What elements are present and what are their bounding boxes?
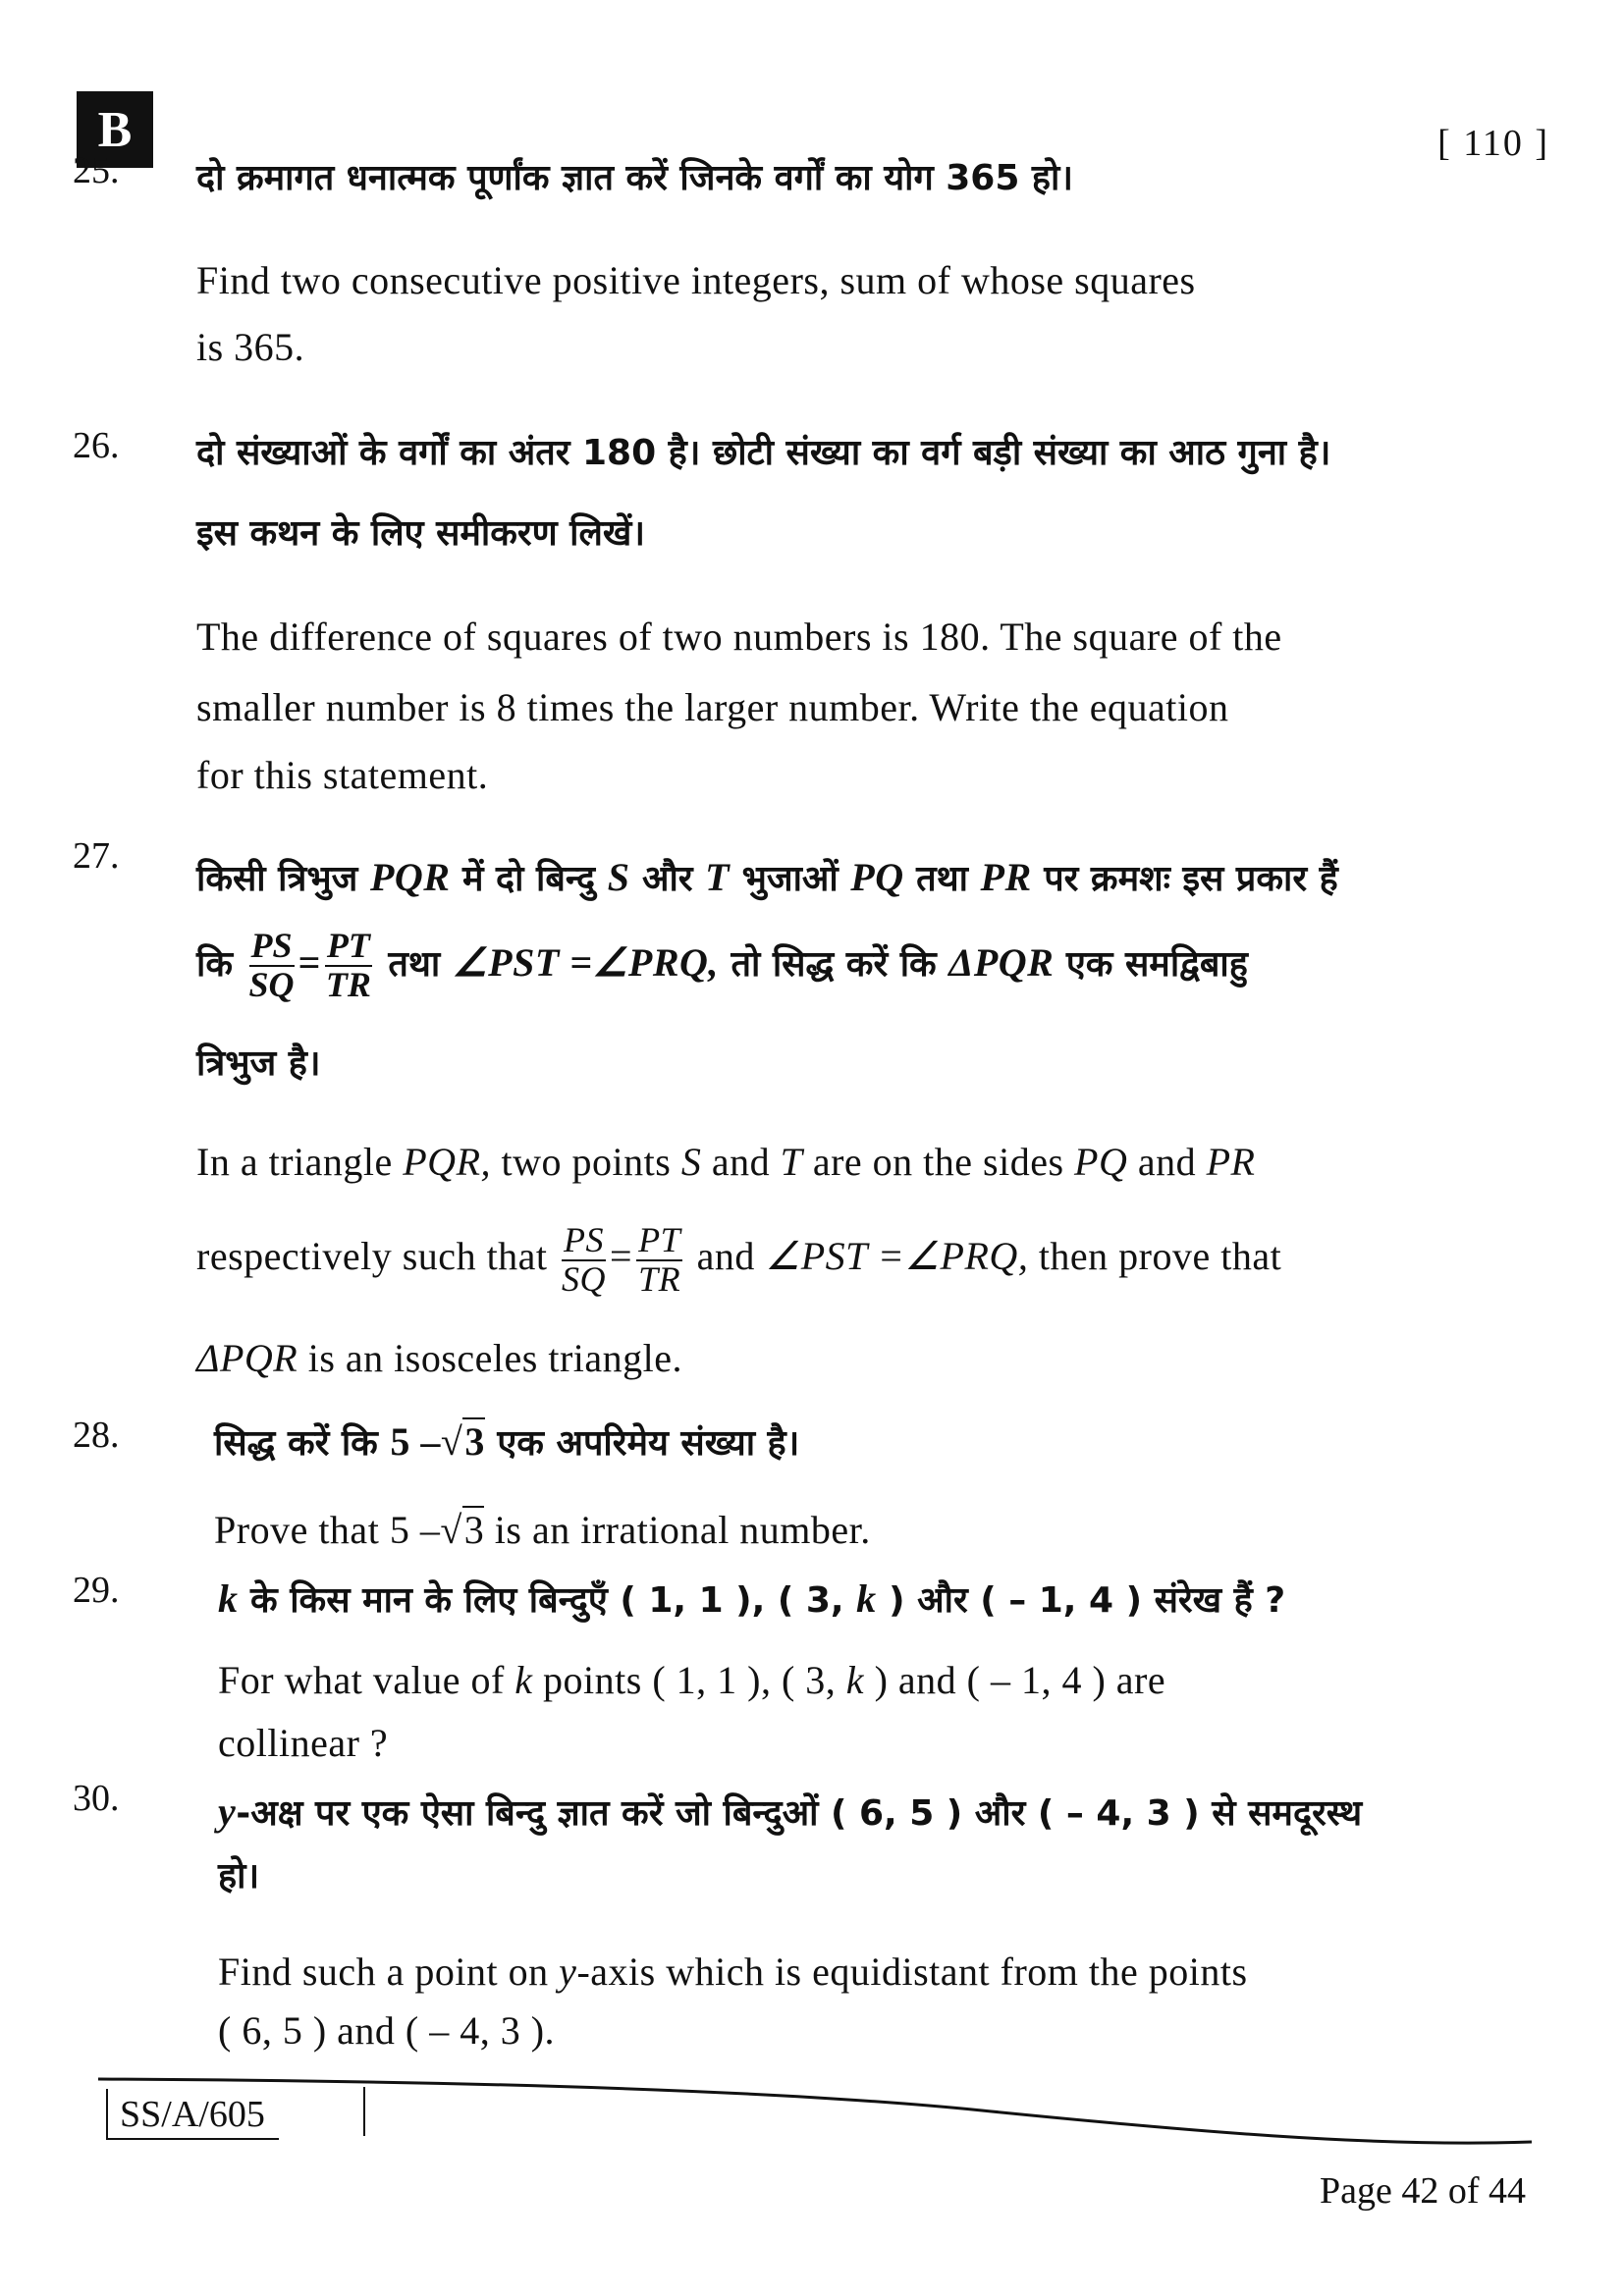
question-text-hindi: इस कथन के लिए समीकरण लिखें। <box>196 513 646 554</box>
question-text-hindi: दो संख्याओं के वर्गों का अंतर 180 है। छोटी संख्या का वर्ग बड़ी संख्या का आठ गुना है। <box>196 433 1331 473</box>
question-text-hindi: कि $\frac{PS}{SQ}$ = $\frac{PT}{TR}$ तथा ∠PST =∠PRQ, तो सिद्ध करें कि ΔPQR एक समद्विबाहु <box>196 926 1248 1004</box>
question-number: 25. <box>73 150 120 191</box>
fraction-ps-sq: $\frac{PS}{SQ}$ <box>248 926 295 1004</box>
question-text-english: In a triangle PQR, two points S and T are on the sides PQ and PR <box>196 1140 1256 1184</box>
footer-rule <box>98 2071 1532 2150</box>
question-text-english: ( 6, 5 ) and ( – 4, 3 ). <box>218 2008 556 2053</box>
page-code: [ 110 ] <box>1437 123 1549 164</box>
question-text-hindi: दो क्रमागत धनात्मक पूर्णांक ज्ञात करें जिनके वर्गों का योग 365 हो। <box>196 158 1074 198</box>
question-number: 29. <box>73 1570 120 1611</box>
question-text-english: Find such a point on y-axis which is equidistant from the points <box>218 1949 1248 1994</box>
fraction-pt-tr: $\frac{PT}{TR}$ <box>325 926 371 1004</box>
fraction-pt-tr: $\frac{PT}{TR}$ <box>638 1220 681 1299</box>
footer-separator <box>363 2087 365 2136</box>
question-text-english: respectively such that $\frac{PS}{SQ}$ = $\frac{PT}{TR}$ and ∠PST =∠PRQ, then prove that <box>196 1220 1282 1299</box>
question-text-english: The difference of squares of two numbers is 180. The square of the <box>196 614 1282 659</box>
question-text-english: Prove that 5 –√3 is an irrational number. <box>214 1508 871 1552</box>
question-text-hindi: सिद्ध करें कि 5 –√3 एक अपरिमेय संख्या है। <box>214 1419 800 1464</box>
question-text-hindi: त्रिभुज है। <box>196 1043 321 1084</box>
question-text-hindi: किसी त्रिभुज PQR में दो बिन्दु S और T भुजाओं PQ तथा PR पर क्रमशः इस प्रकार हैं <box>196 855 1338 899</box>
question-text-english: collinear ? <box>218 1721 389 1765</box>
question-text-hindi: k के किस मान के लिए बिन्दुएँ ( 1, 1 ), ( 3, k ) और ( – 1, 4 ) संरेख हैं ? <box>218 1576 1286 1621</box>
question-text-english: is 365. <box>196 325 305 369</box>
question-text-english: for this statement. <box>196 753 489 797</box>
question-number: 28. <box>73 1415 120 1456</box>
set-badge: B <box>77 91 153 168</box>
question-number: 26. <box>73 425 120 466</box>
question-text-english: ΔPQR is an isosceles triangle. <box>196 1336 683 1380</box>
fraction-ps-sq: $\frac{PS}{SQ}$ <box>562 1220 607 1299</box>
question-text-hindi: y-अक्ष पर एक ऐसा बिन्दु ज्ञात करें जो बिन्दुओं ( 6, 5 ) और ( – 4, 3 ) से समदूरस्थ <box>218 1789 1363 1834</box>
question-text-hindi: हो। <box>218 1856 260 1896</box>
question-text-english: Find two consecutive positive integers, sum of whose squares <box>196 258 1196 302</box>
question-number: 30. <box>73 1778 120 1819</box>
question-number: 27. <box>73 835 120 877</box>
question-text-english: For what value of k points ( 1, 1 ), ( 3, k ) and ( – 1, 4 ) are <box>218 1658 1166 1702</box>
page-number: Page 42 of 44 <box>1319 2170 1526 2212</box>
question-text-english: smaller number is 8 times the larger number. Write the equation <box>196 685 1229 729</box>
paper-code: SS/A/605 <box>106 2089 279 2140</box>
